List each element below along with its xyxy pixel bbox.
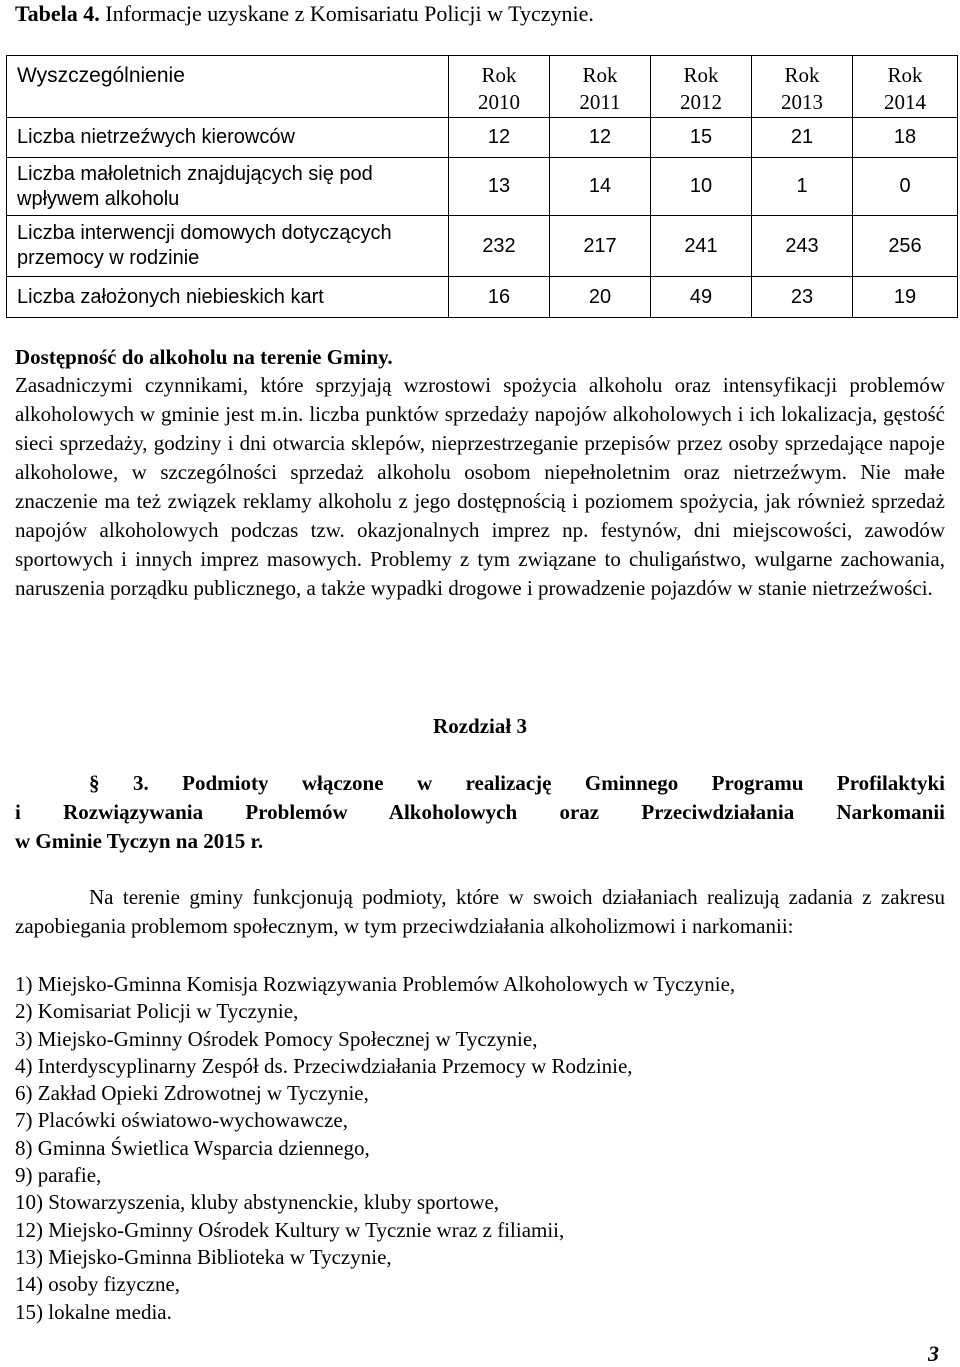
list-item: 2) Komisariat Policji w Tyczynie, xyxy=(15,999,299,1024)
table-caption-label: Tabela 4. xyxy=(15,1,100,26)
section-title xyxy=(15,769,945,856)
row-label: Liczba nietrzeźwych kierowców xyxy=(7,118,449,158)
cell-value: 12 xyxy=(449,118,550,158)
cell-value: 19 xyxy=(853,277,958,318)
page-number: 3 xyxy=(928,1341,939,1366)
cell-value: 0 xyxy=(853,158,958,216)
intro-paragraph: Na terenie gminy funkcjonują podmioty, które w swoich działaniach realizują zadania z zakresu zapobiegania problemom społecznym, w tym przeciwdziałania alkoholizmowi i narkomanii: xyxy=(15,885,945,938)
cell-value: 241 xyxy=(651,216,752,277)
cell-value: 1 xyxy=(752,158,853,216)
header-label: Wyszczególnienie xyxy=(7,56,449,118)
list-item: 12) Miejsko-Gminny Ośrodek Kultury w Tycznie wraz z filiamii, xyxy=(15,1217,565,1242)
section-title-line: § 3. Podmioty włączone w realizację Gminnego Programu Profilaktyki xyxy=(89,771,945,795)
header-year: Rok 2011 xyxy=(550,56,651,118)
availability-paragraph: Zasadniczymi czynnikami, które sprzyjają wzrostowi spożycia alkoholu oraz intensyfikacji problemów alkoholowych w gminie jest m.in. liczba punktów sprzedaży napojów alkoholowych i ich lokalizacja, gęstość sieci sprzedaży, godziny i dni otwarcia sklepów, nieprzestrzeganie przepisów przez osoby sprzedające napoje alkoholowe, w szczególności sprzedaż alkoholu osobom niepełnoletnim oraz nietrzeźwym. Nie małe znaczenie ma też związek reklamy alkoholu z jego dostępnością i poziomem spożycia, jak również sprzedaż napojów alkoholowych podczas tzw. okazjonalnych imprez np. festynów, dni miejscowości, zawodów sportowych i innych imprez masowych. Problemy z tym związane to chuligaństwo, wulgarne zachowania, naruszenia porządku publicznego, a także wypadki drogowe i prowadzenie pojazdów w stanie nietrzeźwości. xyxy=(15,373,945,600)
table-row xyxy=(7,118,958,158)
cell-value: 12 xyxy=(550,118,651,158)
header-year: Rok 2013 xyxy=(752,56,853,118)
table-caption xyxy=(15,0,594,28)
list-item: 6) Zakład Opieki Zdrowotnej w Tyczynie, xyxy=(15,1081,369,1106)
row-label: Liczba założonych niebieskich kart xyxy=(7,277,449,318)
cell-value: 15 xyxy=(651,118,752,158)
cell-value: 23 xyxy=(752,277,853,318)
availability-heading: Dostępność do alkoholu na terenie Gminy. xyxy=(15,345,393,369)
cell-value: 256 xyxy=(853,216,958,277)
section-title-line: i Rozwiązywania Problemów Alkoholowych oraz Przeciwdziałania Narkomanii xyxy=(15,800,945,824)
list-item: 14) osoby fizyczne, xyxy=(15,1272,181,1297)
list-item: 15) lokalne media. xyxy=(15,1299,172,1324)
row-label: Liczba interwencji domowych dotyczących przemocy w rodzinie xyxy=(7,216,449,277)
cell-value: 16 xyxy=(449,277,550,318)
table-row xyxy=(7,216,958,277)
cell-value: 10 xyxy=(651,158,752,216)
list-item: 3) Miejsko-Gminny Ośrodek Pomocy Społecznej w Tyczynie, xyxy=(15,1026,538,1051)
row-label: Liczba małoletnich znajdujących się pod wpływem alkoholu xyxy=(7,158,449,216)
police-statistics-table xyxy=(6,55,958,318)
cell-value: 13 xyxy=(449,158,550,216)
cell-value: 14 xyxy=(550,158,651,216)
header-year: Rok 2012 xyxy=(651,56,752,118)
table-caption-text: Informacje uzyskane z Komisariatu Policji w Tyczynie. xyxy=(99,1,594,26)
list-item: 9) parafie, xyxy=(15,1163,102,1188)
list-item: 8) Gminna Świetlica Wsparcia dziennego, xyxy=(15,1135,370,1160)
list-item: 10) Stowarzyszenia, kluby abstynenckie, kluby sportowe, xyxy=(15,1190,500,1215)
list-item: 4) Interdyscyplinarny Zespół ds. Przeciwdziałania Przemocy w Rodzinie, xyxy=(15,1053,633,1078)
entities-list xyxy=(15,970,735,1325)
section-title-line: w Gminie Tyczyn na 2015 r. xyxy=(15,829,264,853)
table-row xyxy=(7,277,958,318)
cell-value: 49 xyxy=(651,277,752,318)
chapter-title: Rozdział 3 xyxy=(433,714,527,738)
cell-value: 21 xyxy=(752,118,853,158)
table-row xyxy=(7,158,958,216)
list-item: 7) Placówki oświatowo-wychowawcze, xyxy=(15,1108,348,1133)
cell-value: 217 xyxy=(550,216,651,277)
list-item: 1) Miejsko-Gminna Komisja Rozwiązywania Problemów Alkoholowych w Tyczynie, xyxy=(15,972,736,996)
cell-value: 20 xyxy=(550,277,651,318)
table-header-row xyxy=(7,56,958,118)
cell-value: 18 xyxy=(853,118,958,158)
list-item: 13) Miejsko-Gminna Biblioteka w Tyczynie, xyxy=(15,1244,392,1269)
header-year: Rok 2010 xyxy=(449,56,550,118)
cell-value: 243 xyxy=(752,216,853,277)
cell-value: 232 xyxy=(449,216,550,277)
header-year: Rok 2014 xyxy=(853,56,958,118)
